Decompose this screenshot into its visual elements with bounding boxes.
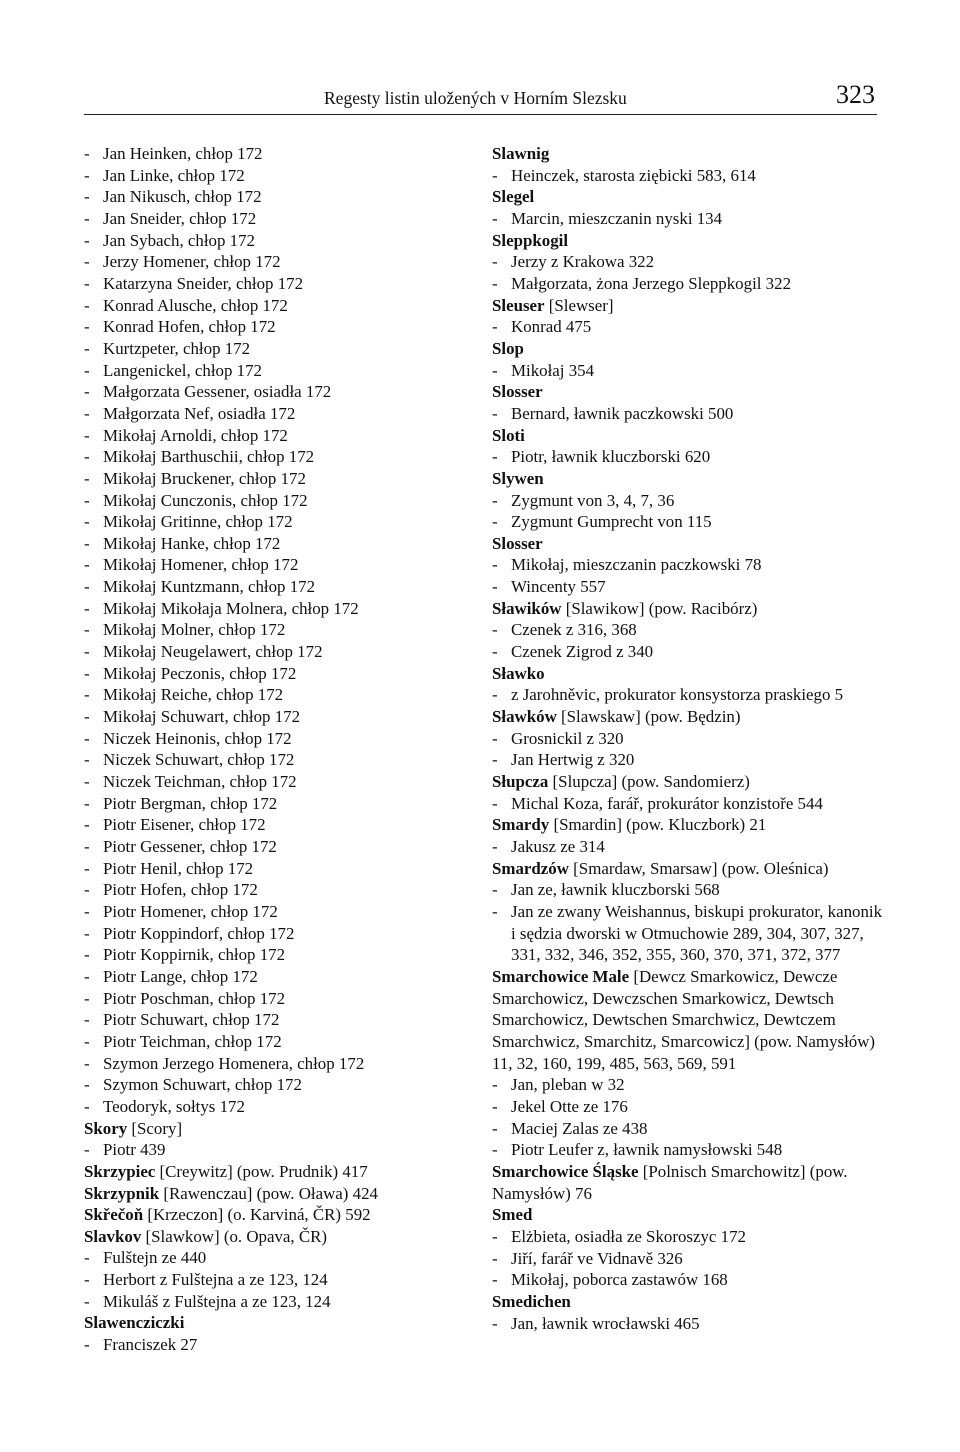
list-item-text: Heinczek, starosta ziębicki 583, 614 <box>511 165 756 185</box>
list-dash: - <box>84 533 90 553</box>
index-list-item <box>84 988 474 1010</box>
list-dash: - <box>84 793 90 813</box>
list-dash: - <box>84 945 90 965</box>
index-list-item <box>492 490 884 512</box>
right-column <box>492 143 884 1334</box>
list-item-text: Bernard, ławnik paczkowski 500 <box>511 403 734 423</box>
list-item-text: Maciej Zalas ze 438 <box>511 1118 648 1138</box>
index-heading: Skřečoň [Krzeczon] (o. Karviná, ČR) 592 <box>84 1205 371 1225</box>
list-dash: - <box>492 403 498 423</box>
list-dash: - <box>84 1140 90 1160</box>
list-dash: - <box>84 880 90 900</box>
index-heading: Skory [Scory] <box>84 1118 183 1138</box>
list-item-text: Jiří, farář ve Vidnavě 326 <box>511 1248 683 1268</box>
list-dash: - <box>492 1313 498 1333</box>
list-dash: - <box>84 577 90 597</box>
list-dash: - <box>84 1053 90 1073</box>
list-item-text: Langenickel, chłop 172 <box>103 360 263 380</box>
list-dash: - <box>492 360 498 380</box>
index-list-item <box>492 360 884 382</box>
list-item-text: Piotr Koppirnik, chłop 172 <box>103 945 286 965</box>
index-list-item <box>84 511 474 533</box>
list-item-text: Mikołaj Neugelawert, chłop 172 <box>103 642 323 662</box>
index-heading: Skrzypiec [Creywitz] (pow. Prudnik) 417 <box>84 1161 368 1181</box>
index-heading: Smed <box>492 1205 533 1225</box>
index-list-item <box>84 619 474 641</box>
index-list-item <box>84 273 474 295</box>
index-list-item <box>84 1053 474 1075</box>
index-list-item <box>492 1139 884 1161</box>
list-dash: - <box>492 490 498 510</box>
index-list-item <box>492 446 884 468</box>
list-item-text: Piotr Koppindorf, chłop 172 <box>103 923 295 943</box>
list-dash: - <box>492 577 498 597</box>
index-list-item <box>84 143 474 165</box>
list-item-text: Elżbieta, osiadła ze Skoroszyc 172 <box>511 1226 746 1246</box>
list-item-text: Jan, ławnik wrocławski 465 <box>511 1313 700 1333</box>
list-dash: - <box>84 1291 90 1311</box>
index-list-item <box>84 490 474 512</box>
index-list-item <box>84 316 474 338</box>
index-list-item <box>84 1074 474 1096</box>
index-list-item <box>84 793 474 815</box>
list-item-text: Mikołaj, poborca zastawów 168 <box>511 1270 728 1290</box>
list-dash: - <box>84 1031 90 1051</box>
list-dash: - <box>84 750 90 770</box>
list-item-text: Mikołaj Bruckener, chłop 172 <box>103 468 306 488</box>
list-dash: - <box>84 425 90 445</box>
index-heading: Słupcza [Slupcza] (pow. Sandomierz) <box>492 772 750 792</box>
list-dash: - <box>84 230 90 250</box>
list-item-text: Mikołaj Cunczonis, chłop 172 <box>103 490 308 510</box>
list-item-text: z Jarohněvic, prokurator konsystorza praskiego 5 <box>511 685 844 705</box>
list-dash: - <box>84 642 90 662</box>
list-item-text: Jan Linke, chłop 172 <box>103 165 245 185</box>
list-dash: - <box>84 1335 90 1355</box>
list-dash: - <box>84 1075 90 1095</box>
list-item-text: Mikołaj Peczonis, chłop 172 <box>103 663 297 683</box>
list-item-text: Jan, pleban w 32 <box>511 1075 625 1095</box>
index-list-item <box>492 1313 884 1335</box>
index-list-item <box>84 771 474 793</box>
list-item-text: Zygmunt von 3, 4, 7, 36 <box>511 490 675 510</box>
list-item-text: Jan ze, ławnik kluczborski 568 <box>511 880 720 900</box>
list-dash: - <box>84 598 90 618</box>
index-heading: Smarchowice Male [Dewcz Smarkowicz, Dewcze Smarchowicz, Dewczschen Smarkowicz, Dewtsch Smarchowicz, Dewtschen Smarchwicz, Dewtczem Smarchwicz, Smarchitz, Smarcowicz] (pow. Namysłów) 11, 32, 160, 199, 485, 563, 569, 591 <box>492 967 876 1073</box>
list-dash: - <box>492 1140 498 1160</box>
index-list-item <box>84 728 474 750</box>
index-list-item <box>492 316 884 338</box>
list-dash: - <box>84 923 90 943</box>
index-list-item <box>84 533 474 555</box>
list-item-text: Zygmunt Gumprecht von 115 <box>511 512 712 532</box>
index-list-item <box>84 836 474 858</box>
list-item-text: Niczek Heinonis, chłop 172 <box>103 728 292 748</box>
index-list-item <box>84 230 474 252</box>
list-item-text: Jan Nikusch, chłop 172 <box>103 187 262 207</box>
index-heading: Slawnig <box>492 144 550 163</box>
list-item-text: Mikołaj 354 <box>511 360 595 380</box>
list-item-text: Mikołaj Barthuschii, chłop 172 <box>103 447 315 467</box>
list-dash: - <box>84 966 90 986</box>
index-heading: Smardzów [Smardaw, Smarsaw] (pow. Oleśnica) <box>492 858 829 878</box>
left-column <box>84 143 474 1356</box>
list-dash: - <box>492 642 498 662</box>
index-list-item <box>492 1226 884 1248</box>
list-item-text: Małgorzata, żona Jerzego Sleppkogil 322 <box>511 273 792 293</box>
list-item-text: Małgorzata Nef, osiadła 172 <box>103 403 296 423</box>
list-dash: - <box>492 901 498 921</box>
index-list-item <box>84 966 474 988</box>
list-dash: - <box>84 273 90 293</box>
list-dash: - <box>492 1248 498 1268</box>
list-item-text: Mikuláš z Fulštejna a ze 123, 124 <box>103 1291 331 1311</box>
index-list-item <box>84 186 474 208</box>
index-list-item <box>84 425 474 447</box>
index-list-item <box>492 836 884 858</box>
index-list-item <box>84 1247 474 1269</box>
index-list-item <box>492 728 884 750</box>
index-list-item <box>492 251 884 273</box>
list-item-text: Piotr Lange, chłop 172 <box>103 966 258 986</box>
list-dash: - <box>84 1010 90 1030</box>
list-dash: - <box>84 1248 90 1268</box>
list-dash: - <box>84 901 90 921</box>
index-list-item <box>492 511 884 533</box>
index-heading: Slop <box>492 338 524 358</box>
index-list-item <box>84 1009 474 1031</box>
index-list-item <box>492 1096 884 1118</box>
list-item-text: Herbort z Fulštejna a ze 123, 124 <box>103 1270 328 1290</box>
list-item-text: Małgorzata Gessener, osiadła 172 <box>103 382 332 402</box>
list-item-text: Jerzy Homener, chłop 172 <box>103 252 281 272</box>
list-item-text: Mikołaj Reiche, chłop 172 <box>103 685 284 705</box>
list-item-text: Jakusz ze 314 <box>511 837 605 856</box>
list-item-text: Piotr Poschman, chłop 172 <box>103 988 286 1008</box>
index-list-item <box>84 684 474 706</box>
list-dash: - <box>492 447 498 467</box>
list-item-text: Fulštejn ze 440 <box>103 1248 207 1268</box>
list-item-text: Piotr Gessener, chłop 172 <box>103 837 277 856</box>
index-heading: Sławko <box>492 663 545 683</box>
list-item-text: Jan Sneider, chłop 172 <box>103 208 257 228</box>
list-dash: - <box>492 1226 498 1246</box>
list-dash: - <box>84 837 90 856</box>
index-list-item <box>84 598 474 620</box>
list-item-text: Piotr Homener, chłop 172 <box>103 901 278 921</box>
index-list-item <box>84 165 474 187</box>
index-heading: Sloti <box>492 425 525 445</box>
list-dash: - <box>84 512 90 532</box>
index-list-item <box>84 944 474 966</box>
list-item-text: Mikołaj Mikołaja Molnera, chłop 172 <box>103 598 359 618</box>
list-item-text: Jan ze zwany Weishannus, biskupi prokurator, kanonik i sędzia dworski w Otmuchowie 289, 304, 307, 327, 331, 332, 346, 352, 355, 360, 370, 371, 372, 377 <box>511 901 883 965</box>
list-dash: - <box>84 252 90 272</box>
list-dash: - <box>492 685 498 705</box>
index-list-item <box>492 641 884 663</box>
index-heading: Smarchowice Śląske [Polnisch Smarchowitz] (pow. Namysłów) 76 <box>492 1161 848 1203</box>
index-heading: Slegel <box>492 187 535 207</box>
index-list-item <box>84 468 474 490</box>
list-item-text: Jerzy z Krakowa 322 <box>511 252 655 272</box>
list-item-text: Mikołaj Arnoldi, chłop 172 <box>103 425 288 445</box>
index-list-item <box>84 923 474 945</box>
list-item-text: Marcin, mieszczanin nyski 134 <box>511 208 723 228</box>
list-dash: - <box>84 382 90 402</box>
list-item-text: Wincenty 557 <box>511 577 606 597</box>
list-item-text: Piotr Eisener, chłop 172 <box>103 815 266 835</box>
index-heading: Slawencziczki <box>84 1313 185 1333</box>
index-list-item <box>84 1096 474 1118</box>
list-item-text: Mikołaj Gritinne, chłop 172 <box>103 512 293 532</box>
list-item-text: Jan Heinken, chłop 172 <box>103 144 263 163</box>
list-dash: - <box>492 512 498 532</box>
index-list-item <box>492 793 884 815</box>
list-dash: - <box>84 490 90 510</box>
list-dash: - <box>84 1096 90 1116</box>
list-dash: - <box>492 165 498 185</box>
index-list-item <box>492 165 884 187</box>
index-list-item <box>492 684 884 706</box>
page-number: 323 <box>836 80 875 109</box>
index-heading: Sławków [Slawskaw] (pow. Będzin) <box>492 707 741 727</box>
list-item-text: Konrad 475 <box>511 317 592 337</box>
list-item-text: Mikołaj Homener, chłop 172 <box>103 555 299 575</box>
index-list-item <box>84 554 474 576</box>
index-list-item <box>84 879 474 901</box>
index-list-item <box>84 1291 474 1313</box>
index-list-item <box>84 1139 474 1161</box>
list-dash: - <box>84 988 90 1008</box>
index-list-item <box>84 381 474 403</box>
list-item-text: Piotr 439 <box>103 1140 166 1160</box>
list-item-text: Jekel Otte ze 176 <box>511 1097 628 1117</box>
list-dash: - <box>84 187 90 207</box>
index-list-item <box>84 576 474 598</box>
list-item-text: Konrad Hofen, chłop 172 <box>103 317 276 337</box>
list-item-text: Franciszek 27 <box>103 1335 198 1355</box>
list-item-text: Piotr, ławnik kluczborski 620 <box>511 447 711 467</box>
index-list-item <box>492 879 884 901</box>
list-item-text: Mikołaj Hanke, chłop 172 <box>103 533 281 553</box>
list-dash: - <box>84 447 90 467</box>
list-item-text: Konrad Alusche, chłop 172 <box>103 295 288 315</box>
list-dash: - <box>84 338 90 358</box>
list-dash: - <box>84 360 90 380</box>
list-dash: - <box>84 1270 90 1290</box>
list-item-text: Piotr Leufer z, ławnik namysłowski 548 <box>511 1140 783 1160</box>
index-heading: Sleuser [Slewser] <box>492 295 614 315</box>
index-list-item <box>84 360 474 382</box>
index-list-item <box>492 208 884 230</box>
list-item-text: Kurtzpeter, chłop 172 <box>103 338 251 358</box>
list-dash: - <box>492 837 498 856</box>
list-dash: - <box>492 750 498 770</box>
page-header <box>84 78 877 115</box>
index-heading: Slosser <box>492 382 543 402</box>
list-dash: - <box>84 620 90 640</box>
list-dash: - <box>492 880 498 900</box>
index-heading: Slywen <box>492 468 544 488</box>
index-list-item <box>84 295 474 317</box>
index-list-item <box>492 1248 884 1270</box>
list-item-text: Piotr Henil, chłop 172 <box>103 858 254 878</box>
list-dash: - <box>84 728 90 748</box>
list-dash: - <box>492 1118 498 1138</box>
index-list-item <box>492 1269 884 1291</box>
index-list-item <box>84 641 474 663</box>
list-dash: - <box>84 165 90 185</box>
list-item-text: Piotr Teichman, chłop 172 <box>103 1031 282 1051</box>
index-heading: Sławików [Slawikow] (pow. Racibórz) <box>492 598 758 618</box>
index-list-item <box>84 446 474 468</box>
list-item-text: Piotr Bergman, chłop 172 <box>103 793 278 813</box>
index-list-item <box>492 576 884 598</box>
list-item-text: Piotr Schuwart, chłop 172 <box>103 1010 280 1030</box>
index-list-item <box>84 208 474 230</box>
list-item-text: Czenek Zigrod z 340 <box>511 642 654 662</box>
list-dash: - <box>492 1270 498 1290</box>
running-title: Regesty listin uložených v Horním Slezsku <box>324 88 627 108</box>
index-list-item <box>84 1269 474 1291</box>
index-list-item <box>84 814 474 836</box>
list-dash: - <box>492 1097 498 1117</box>
list-dash: - <box>84 555 90 575</box>
list-dash: - <box>84 772 90 792</box>
list-dash: - <box>492 317 498 337</box>
index-list-item <box>84 1334 474 1356</box>
index-list-item <box>492 1074 884 1096</box>
list-dash: - <box>84 685 90 705</box>
index-list-item <box>84 403 474 425</box>
index-list-item <box>84 338 474 360</box>
index-list-item <box>492 619 884 641</box>
list-dash: - <box>84 295 90 315</box>
index-list-item <box>84 1031 474 1053</box>
list-item-text: Szymon Jerzego Homenera, chłop 172 <box>103 1053 365 1073</box>
list-dash: - <box>492 1075 498 1095</box>
index-list-item <box>492 901 884 966</box>
index-list-item <box>84 663 474 685</box>
list-item-text: Piotr Hofen, chłop 172 <box>103 880 258 900</box>
index-heading: Sleppkogil <box>492 230 569 250</box>
index-heading: Slosser <box>492 533 543 553</box>
list-dash: - <box>492 252 498 272</box>
index-heading: Skrzypnik [Rawenczau] (pow. Oława) 424 <box>84 1183 378 1203</box>
index-list-item <box>492 273 884 295</box>
index-list-item <box>492 749 884 771</box>
index-heading: Smardy [Smardin] (pow. Kluczbork) 21 <box>492 815 767 835</box>
list-dash: - <box>492 793 498 813</box>
index-list-item <box>492 554 884 576</box>
list-item-text: Niczek Schuwart, chłop 172 <box>103 750 295 770</box>
list-dash: - <box>492 273 498 293</box>
list-dash: - <box>84 403 90 423</box>
list-item-text: Szymon Schuwart, chłop 172 <box>103 1075 302 1095</box>
list-item-text: Jan Sybach, chłop 172 <box>103 230 255 250</box>
index-list-item <box>84 251 474 273</box>
list-item-text: Jan Hertwig z 320 <box>511 750 635 770</box>
list-dash: - <box>84 208 90 228</box>
index-list-item <box>492 1118 884 1140</box>
list-dash: - <box>492 555 498 575</box>
list-item-text: Czenek z 316, 368 <box>511 620 637 640</box>
list-item-text: Mikołaj, mieszczanin paczkowski 78 <box>511 555 762 575</box>
index-list-item <box>492 403 884 425</box>
list-dash: - <box>492 208 498 228</box>
list-item-text: Grosnickil z 320 <box>511 728 624 748</box>
index-list-item <box>84 749 474 771</box>
list-item-text: Mikołaj Kuntzmann, chłop 172 <box>103 577 316 597</box>
list-dash: - <box>84 317 90 337</box>
index-list-item <box>84 706 474 728</box>
list-dash: - <box>492 620 498 640</box>
list-item-text: Niczek Teichman, chłop 172 <box>103 772 297 792</box>
list-item-text: Mikołaj Schuwart, chłop 172 <box>103 707 301 727</box>
list-dash: - <box>84 144 90 163</box>
list-item-text: Teodoryk, sołtys 172 <box>103 1096 245 1116</box>
index-heading: Smedichen <box>492 1291 571 1311</box>
index-list-item <box>84 901 474 923</box>
list-dash: - <box>84 663 90 683</box>
list-item-text: Mikołaj Molner, chłop 172 <box>103 620 286 640</box>
list-item-text: Katarzyna Sneider, chłop 172 <box>103 273 304 293</box>
list-dash: - <box>84 468 90 488</box>
list-item-text: Michal Koza, farář, prokurátor konzistoře 544 <box>511 793 823 813</box>
index-list-item <box>84 858 474 880</box>
index-heading: Slavkov [Slawkow] (o. Opava, ČR) <box>84 1226 328 1246</box>
list-dash: - <box>492 728 498 748</box>
list-dash: - <box>84 707 90 727</box>
list-dash: - <box>84 858 90 878</box>
list-dash: - <box>84 815 90 835</box>
